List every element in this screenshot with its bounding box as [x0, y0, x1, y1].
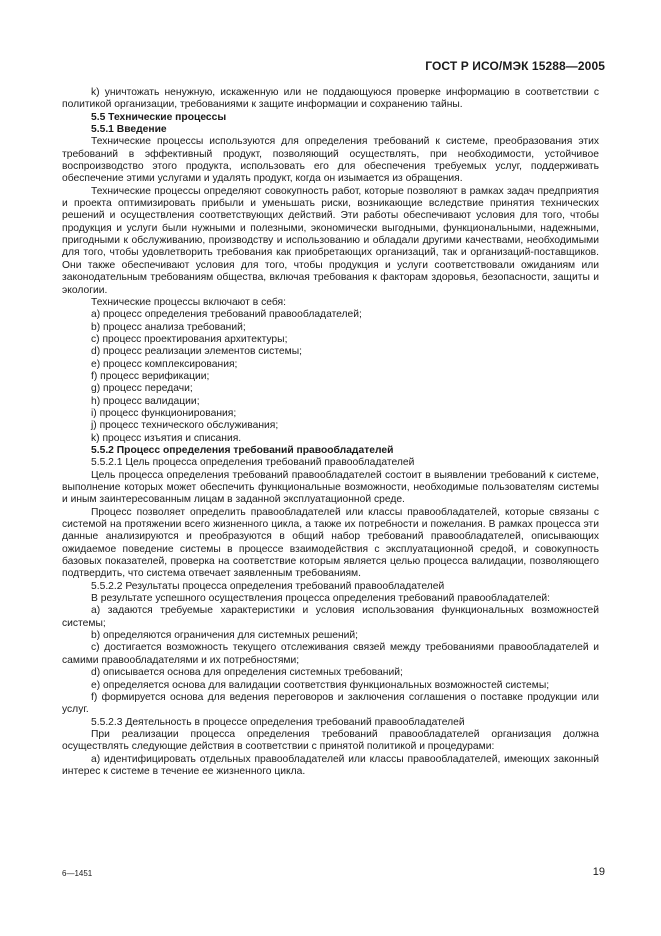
- paragraph: a) процесс определения требований правообладателей;: [91, 309, 362, 321]
- paragraph: При реализации процесса определения требований правообладателей организация должна осуществлять следующие действия в соответствии с принятой политикой и процедурами:: [62, 728, 599, 753]
- paragraph: c) процесс проектирования архитектуры;: [91, 333, 288, 345]
- section-heading: 5.5.2 Процесс определения требований правообладателей: [91, 444, 394, 456]
- paragraph: Технические процессы включают в себя:: [91, 296, 286, 308]
- paragraph: Цель процесса определения требований правообладателей состоит в выявлении требований к системе, выполнение которых может обеспечить функциональные возможности, необходимые пользователям системы и иным заинтересованным лицам в заданной эксплуатационной среде.: [62, 469, 599, 506]
- paragraph: e) определяется основа для валидации соответствия функциональных возможностей системы;: [91, 679, 550, 691]
- paragraph: a) идентифицировать отдельных правообладателей или классы правообладателей, имеющих законный интерес к системе в течение ее жизненного цикла.: [62, 753, 599, 777]
- section-heading: 5.5 Технические процессы: [91, 111, 227, 123]
- paragraph: 5.5.2.1 Цель процесса определения требований правообладателей: [91, 457, 415, 469]
- paragraph: f) процесс верификации;: [91, 370, 210, 382]
- paragraph: k) процесс изъятия и списания.: [91, 432, 242, 444]
- print-code: 6—1451: [62, 869, 93, 878]
- paragraph: b) процесс анализа требований;: [91, 321, 246, 333]
- paragraph: 5.5.2.2 Результаты процесса определения требований правообладателей: [91, 580, 445, 592]
- paragraph: Технические процессы используются для определения требований к системе, преобразования этих требований в эффективный продукт, позволяющий осуществлять, при необходимости, устойчивое воспроизводство этого продукта, использовать его для обеспечения требуемых услуг, поддерживать обеспечение этими услугами и удалять продукт, когда он изымается из обращения.: [62, 136, 599, 185]
- paragraph: 5.5.2.3 Деятельность в процессе определения требований правообладателей: [91, 716, 465, 728]
- paragraph: i) процесс функционирования;: [91, 407, 237, 419]
- paragraph: a) задаются требуемые характеристики и условия использования функциональных возможностей системы;: [62, 605, 599, 629]
- paragraph: Технические процессы определяют совокупность работ, которые позволяют в рамках задач предприятия и проекта оптимизировать прибыли и уменьшать риски, возникающие вследствие принятия технических решений и осуществления соответствующих действий. Эти работы обеспечивают условия для того, чтобы продукция и услуги были нужными и полезными, экономически выгодными, функциональными, надежными, пригодными к обслуживанию, производству и использованию и обладали другими качествами, необходимыми для того, чтобы удовлетворить требования как приобретающих организаций, так и организаций-поставщиков. Они также обеспечивают условия для того, чтобы продукция и услуги соответствовали ожиданиям или законодательным требованиям общества, включая требования к факторам здоровья, безопасности, защиты и экологии.: [62, 185, 599, 296]
- document-body: [62, 87, 599, 778]
- paragraph: d) описывается основа для определения системных требований;: [91, 667, 403, 679]
- paragraph: Процесс позволяет определить правообладателей или классы правообладателей, которые связаны с системой на протяжении всего жизненного цикла, а также их потребности и пожелания. В рамках процесса эти данные анализируются и преобразуются в общий набор требований правообладателей, описывающих ожидаемое поведение системы в процессе взаимодействия с эксплуатационной средой, и совокупность базовых показателей, проверка на соответствие которым является целью процесса валидации, позволяющего подтвердить, что система отвечает заявленным требованиям.: [62, 506, 599, 580]
- paragraph: b) определяются ограничения для системных решений;: [91, 630, 359, 642]
- paragraph: j) процесс технического обслуживания;: [91, 420, 279, 432]
- paragraph: d) процесс реализации элементов системы;: [91, 346, 302, 358]
- paragraph: g) процесс передачи;: [91, 383, 193, 395]
- paragraph: e) процесс комплексирования;: [91, 358, 238, 370]
- section-heading: 5.5.1 Введение: [91, 124, 167, 136]
- paragraph: В результате успешного осуществления процесса определения требований правообладателей:: [91, 593, 551, 605]
- paragraph: c) достигается возможность текущего отслеживания связей между требованиями правообладателей и самими правообладателями и их потребностями;: [62, 642, 599, 666]
- document-header: ГОСТ Р ИСО/МЭК 15288—2005: [425, 59, 605, 73]
- paragraph: f) формируется основа для ведения переговоров и заключения соглашения о поставке продукции или услуг.: [62, 691, 599, 716]
- paragraph: k) уничтожать ненужную, искаженную или не поддающуюся проверке информацию в соответствии с политикой организации, требованиями к защите информации и сохранению тайны.: [62, 87, 599, 111]
- page-number: 19: [592, 866, 605, 878]
- paragraph: h) процесс валидации;: [91, 395, 200, 407]
